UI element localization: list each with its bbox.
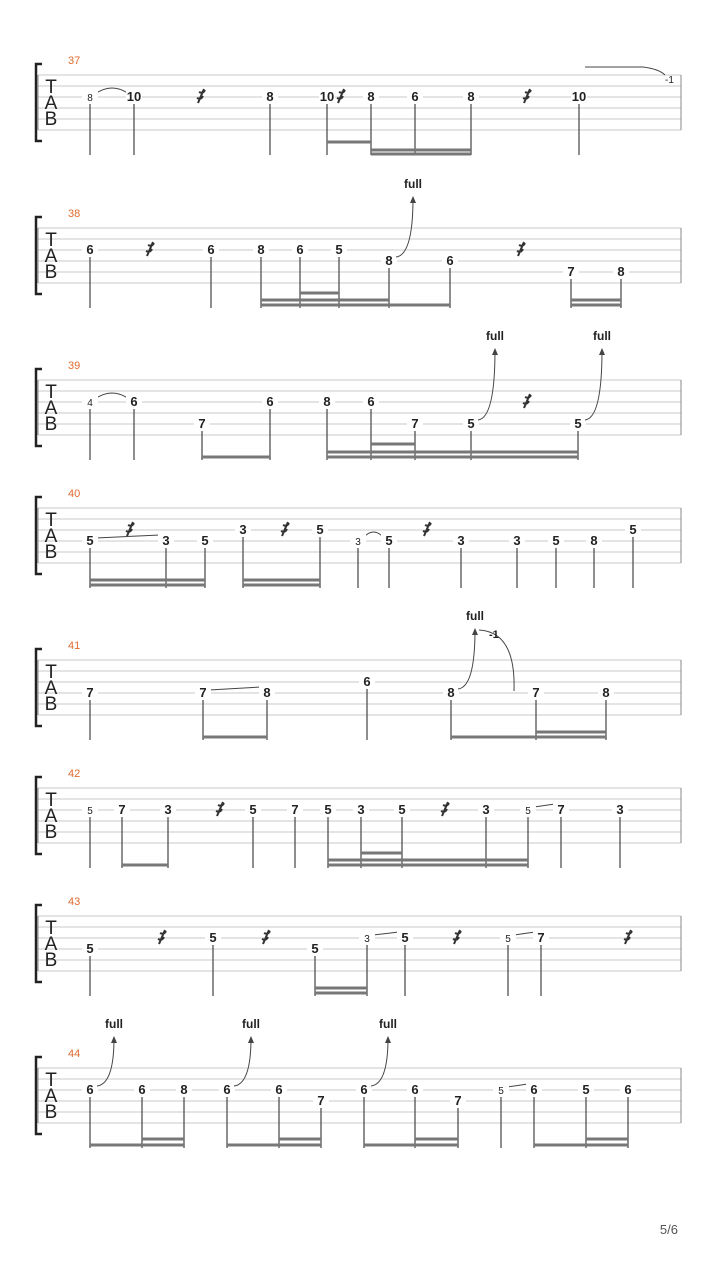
fret-number: 3	[162, 533, 170, 548]
fret-number: 7	[291, 802, 299, 817]
beam	[90, 579, 205, 582]
bend-label: full	[593, 329, 611, 343]
fret-number: 7	[567, 264, 575, 279]
fret-number: 8	[180, 1082, 188, 1097]
beam	[364, 1144, 458, 1147]
beam	[415, 1138, 458, 1141]
measure-number: 38	[68, 208, 81, 220]
hammer-arc	[95, 88, 129, 94]
bend-marking	[458, 609, 514, 691]
fret-number: 10	[571, 89, 587, 104]
fret-number: 7	[199, 685, 207, 700]
bend-marking	[371, 1017, 397, 1086]
fret-number: 8	[266, 89, 274, 104]
fret-number: 5	[525, 806, 531, 817]
rest-symbol	[423, 522, 431, 536]
fret-number: 6	[86, 1082, 94, 1097]
tab-system	[36, 640, 681, 740]
tab-clef-letter: B	[44, 542, 58, 563]
beam	[227, 1144, 321, 1147]
system-bracket	[36, 497, 42, 574]
fret-number: 8	[323, 394, 331, 409]
rest-symbol	[624, 930, 632, 944]
beam	[142, 1138, 184, 1141]
fret-number: 5	[249, 802, 257, 817]
rest-symbol	[197, 89, 205, 103]
measure-number: 40	[68, 488, 81, 500]
beam	[328, 859, 528, 862]
beam	[327, 451, 578, 454]
bend-arrowhead	[248, 1036, 254, 1043]
beam	[571, 299, 621, 302]
beam	[536, 731, 606, 734]
beam	[371, 153, 471, 156]
hammer-arc	[363, 532, 384, 538]
slide-line	[507, 1084, 528, 1087]
fret-number: 3	[482, 802, 490, 817]
tab-clef-letter: A	[44, 93, 58, 114]
rest-symbol	[337, 89, 345, 103]
bend-curve	[585, 350, 602, 420]
fret-number: 8	[257, 242, 265, 257]
beam	[571, 304, 621, 307]
fret-number: 6	[138, 1082, 146, 1097]
fret-number: 3	[616, 802, 624, 817]
tab-clef-letter: T	[45, 77, 57, 98]
fret-number: 6	[296, 242, 304, 257]
fret-number: 3	[364, 934, 370, 945]
tab-clef-letter: A	[44, 1086, 58, 1107]
bend-marking	[585, 329, 611, 420]
tab-clef-letter: B	[44, 822, 58, 843]
measure-number: 39	[68, 360, 81, 372]
fret-number: 7	[317, 1093, 325, 1108]
tab-clef-letter: A	[44, 526, 58, 547]
beam	[534, 1144, 628, 1147]
beam	[371, 149, 471, 152]
bend-release-value: -1	[665, 75, 674, 86]
tab-clef-letter: T	[45, 790, 57, 811]
tab-system	[36, 488, 681, 588]
tab-system	[36, 208, 681, 308]
fret-number: 5	[398, 802, 406, 817]
bend-arrowhead	[385, 1036, 391, 1043]
rest-symbol	[216, 802, 224, 816]
fret-number: 5	[467, 416, 475, 431]
tab-clef-letter: T	[45, 230, 57, 251]
tab-clef-letter: A	[44, 398, 58, 419]
system-bracket	[36, 649, 42, 726]
measure-number: 43	[68, 896, 81, 908]
bend-arrowhead	[492, 348, 498, 355]
beam	[203, 736, 267, 739]
fret-number: 3	[457, 533, 465, 548]
fret-number: 5	[552, 533, 560, 548]
fret-number: 6	[367, 394, 375, 409]
tab-clef-letter: A	[44, 678, 58, 699]
fret-number: 8	[467, 89, 475, 104]
fret-number: 10	[319, 89, 335, 104]
beam	[328, 864, 528, 867]
beam	[361, 852, 402, 855]
bend-curve	[585, 67, 665, 75]
tab-clef-letter: T	[45, 918, 57, 939]
rest-symbol	[146, 242, 154, 256]
bend-arrowhead	[410, 196, 416, 203]
fret-number: 3	[164, 802, 172, 817]
tab-clef-letter: B	[44, 950, 58, 971]
fret-number: 8	[617, 264, 625, 279]
rest-symbol	[523, 394, 531, 408]
system-bracket	[36, 369, 42, 446]
fret-number: 5	[505, 934, 511, 945]
tab-clef-letter: B	[44, 414, 58, 435]
bend-marking	[97, 1017, 123, 1086]
bend-marking	[585, 67, 674, 86]
bend-label: full	[404, 177, 422, 191]
bend-release-value: -1	[489, 629, 499, 641]
beam	[90, 584, 205, 587]
bend-curve	[478, 350, 495, 420]
measure-number: 42	[68, 768, 81, 780]
fret-number: 6	[363, 674, 371, 689]
tab-clef-letter: T	[45, 662, 57, 683]
fret-number: 6	[86, 242, 94, 257]
measure-number: 37	[68, 55, 81, 67]
fret-number: 7	[454, 1093, 462, 1108]
fret-number: 6	[530, 1082, 538, 1097]
system-bracket	[36, 217, 42, 294]
beam	[90, 1144, 184, 1147]
fret-number: 8	[87, 93, 93, 104]
tab-clef-letter: B	[44, 109, 58, 130]
slide-line	[373, 932, 399, 935]
bend-marking	[234, 1017, 260, 1086]
page-number: 5/6	[659, 1222, 678, 1237]
tab-clef-letter: A	[44, 806, 58, 827]
tab-clef-letter: A	[44, 246, 58, 267]
tab-system	[36, 360, 681, 460]
bend-label: full	[466, 609, 484, 623]
rest-symbol	[281, 522, 289, 536]
fret-number: 5	[335, 242, 343, 257]
bend-marking	[478, 329, 504, 420]
fret-number: 5	[311, 941, 319, 956]
fret-number: 5	[86, 533, 94, 548]
fret-number: 6	[411, 89, 419, 104]
fret-number: 8	[602, 685, 610, 700]
fret-number: 7	[411, 416, 419, 431]
tab-clef-letter: A	[44, 934, 58, 955]
tab-clef-letter: T	[45, 510, 57, 531]
fret-number: 7	[537, 930, 545, 945]
beam	[389, 304, 450, 307]
rest-symbol	[441, 802, 449, 816]
fret-number: 3	[357, 802, 365, 817]
beam	[202, 456, 270, 459]
fret-number: 3	[239, 522, 247, 537]
tab-clef-letter: T	[45, 382, 57, 403]
measure-number: 44	[68, 1048, 81, 1060]
fret-number: 7	[118, 802, 126, 817]
fret-number: 5	[629, 522, 637, 537]
tab-system	[36, 896, 681, 996]
fret-number: 3	[355, 537, 361, 548]
system-bracket	[36, 905, 42, 982]
fret-number: 8	[385, 253, 393, 268]
beam	[279, 1138, 321, 1141]
fret-number: 7	[198, 416, 206, 431]
bend-arrowhead	[599, 348, 605, 355]
tab-system	[36, 55, 681, 156]
measure-number: 41	[68, 640, 81, 652]
beam	[327, 456, 578, 459]
rest-symbol	[517, 242, 525, 256]
rest-symbol	[158, 930, 166, 944]
fret-number: 6	[360, 1082, 368, 1097]
beam	[315, 992, 367, 995]
fret-number: 8	[367, 89, 375, 104]
rest-symbol	[126, 522, 134, 536]
fret-number: 5	[316, 522, 324, 537]
tab-clef-letter: T	[45, 1070, 57, 1091]
bend-label: full	[242, 1017, 260, 1031]
fret-number: 5	[201, 533, 209, 548]
fret-number: 5	[87, 806, 93, 817]
tab-clef-letter: B	[44, 262, 58, 283]
fret-number: 6	[266, 394, 274, 409]
fret-number: 6	[223, 1082, 231, 1097]
fret-number: 5	[86, 941, 94, 956]
bend-label: full	[486, 329, 504, 343]
slide-line	[534, 804, 555, 807]
bend-marking	[396, 177, 422, 257]
bend-arrowhead	[472, 628, 478, 635]
fret-number: 10	[126, 89, 142, 104]
tab-system	[36, 768, 681, 868]
beam	[586, 1138, 628, 1141]
system-bracket	[36, 1057, 42, 1134]
fret-number: 5	[574, 416, 582, 431]
system-bracket	[36, 64, 42, 141]
beam	[371, 443, 415, 446]
bend-arrowhead	[111, 1036, 117, 1043]
system-bracket	[36, 777, 42, 854]
bend-label: full	[105, 1017, 123, 1031]
fret-number: 6	[411, 1082, 419, 1097]
fret-number: 6	[446, 253, 454, 268]
fret-number: 5	[385, 533, 393, 548]
fret-number: 8	[590, 533, 598, 548]
fret-number: 7	[86, 685, 94, 700]
fret-number: 3	[513, 533, 521, 548]
tab-clef-letter: B	[44, 1102, 58, 1123]
beam	[261, 299, 389, 302]
fret-number: 5	[498, 1086, 504, 1097]
beam	[327, 141, 371, 144]
slide-line	[514, 932, 535, 935]
fret-number: 6	[130, 394, 138, 409]
fret-number: 8	[447, 685, 455, 700]
tab-system	[36, 1048, 681, 1148]
rest-symbol	[453, 930, 461, 944]
fret-number: 7	[557, 802, 565, 817]
fret-number: 5	[582, 1082, 590, 1097]
fret-number: 5	[324, 802, 332, 817]
beam	[243, 584, 320, 587]
beam	[122, 864, 168, 867]
fret-number: 6	[275, 1082, 283, 1097]
beam	[261, 304, 389, 307]
bend-label: full	[379, 1017, 397, 1031]
fret-number: 6	[624, 1082, 632, 1097]
beam	[300, 292, 339, 295]
beam	[243, 579, 320, 582]
fret-number: 6	[207, 242, 215, 257]
fret-number: 5	[209, 930, 217, 945]
fret-number: 7	[532, 685, 540, 700]
rest-symbol	[523, 89, 531, 103]
hammer-arc	[95, 393, 129, 399]
fret-number: 5	[401, 930, 409, 945]
rest-symbol	[262, 930, 270, 944]
fret-number: 8	[263, 685, 271, 700]
beam	[315, 987, 367, 990]
tab-clef-letter: B	[44, 694, 58, 715]
slide-line	[209, 687, 261, 690]
fret-number: 4	[87, 398, 93, 409]
beam	[451, 736, 606, 739]
